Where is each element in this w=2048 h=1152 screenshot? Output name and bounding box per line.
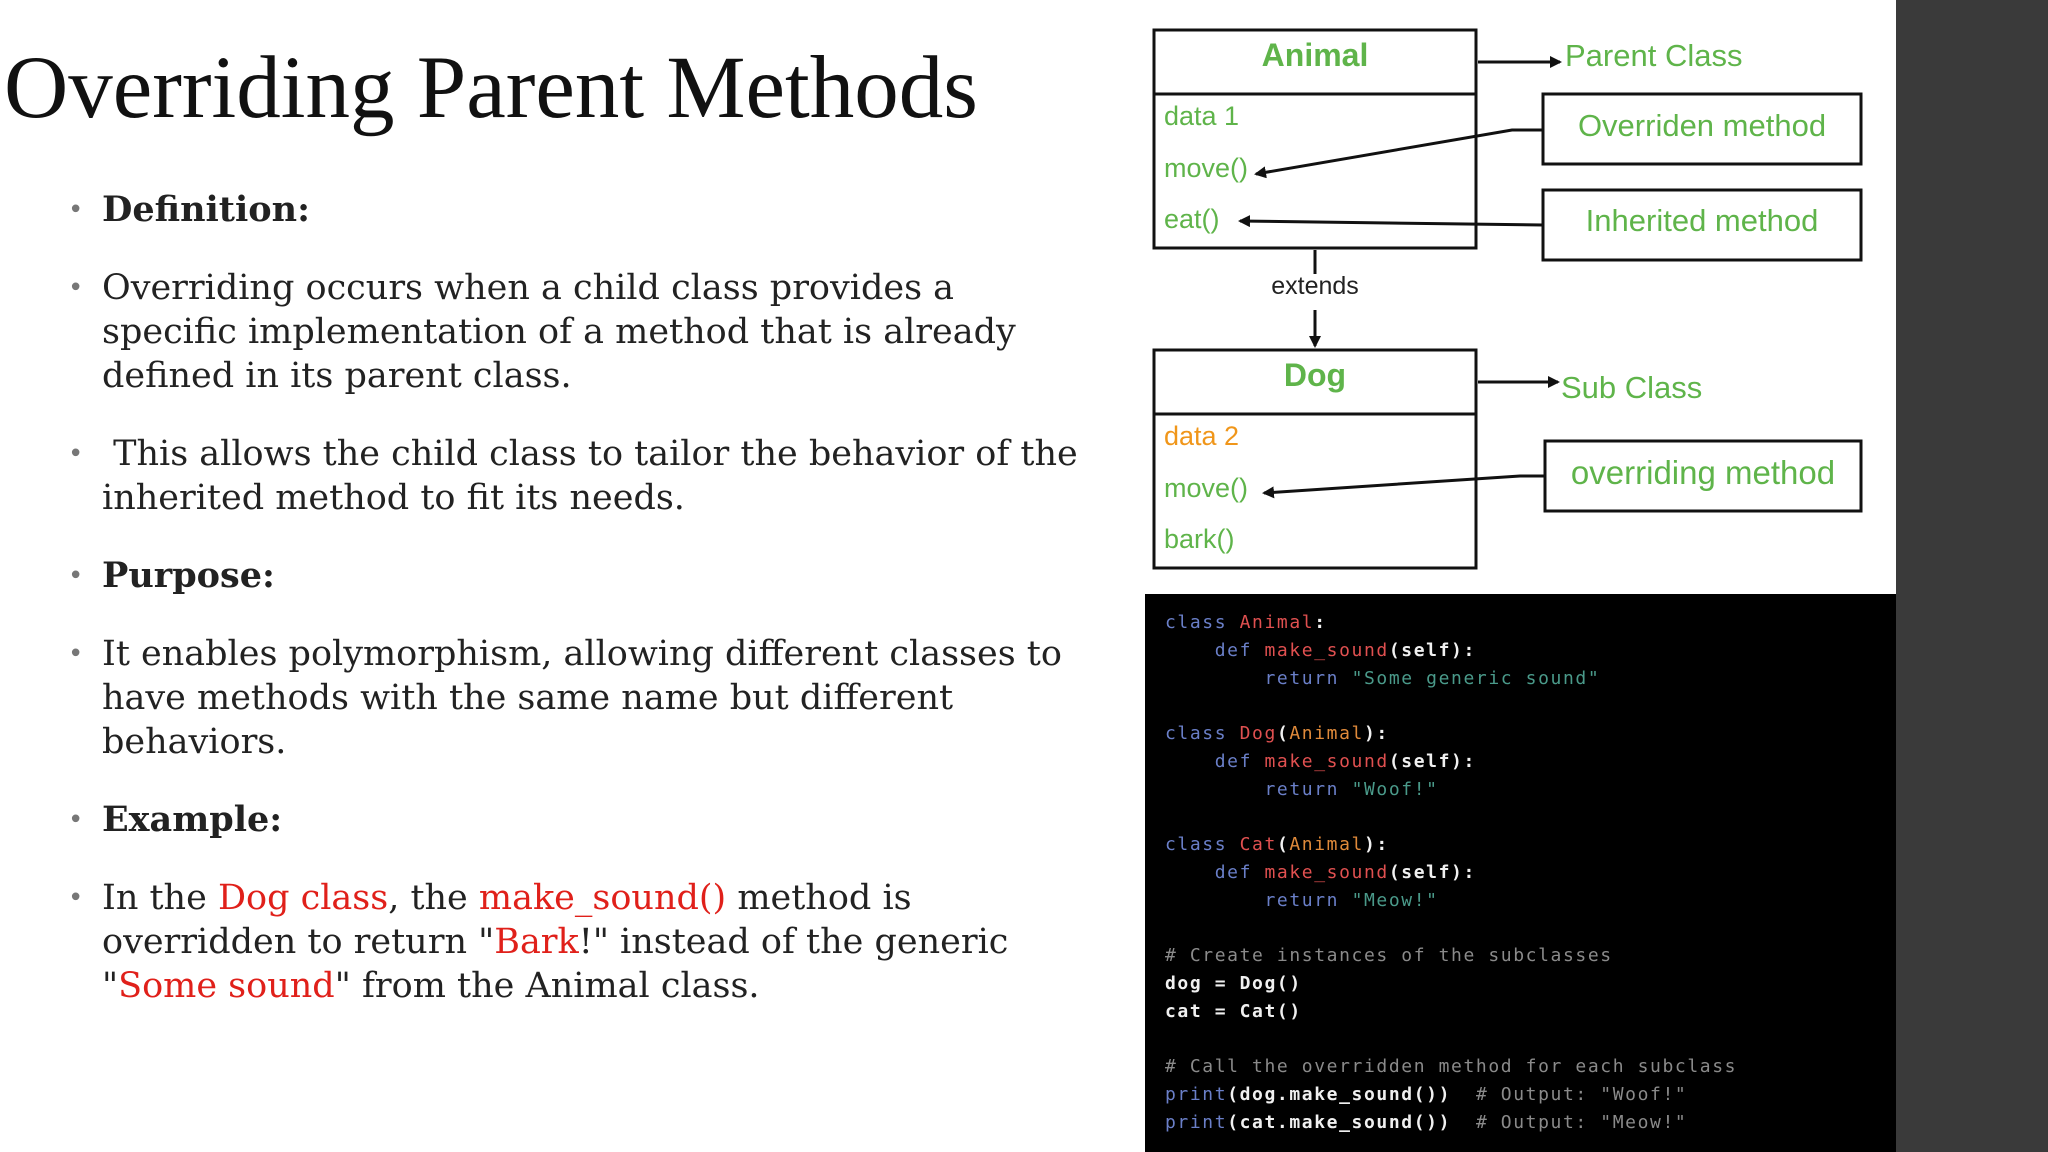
example-dog-class: Dog class <box>217 878 389 918</box>
bullet-dot-icon: • <box>68 439 84 469</box>
dog-member: move() <box>1164 473 1249 503</box>
example-part1: In the <box>102 878 218 918</box>
enables-text: It enables polymorphism, allowing different classes to have methods with the same name but different behaviors. <box>102 634 1062 762</box>
code-line: class Dog(Animal): <box>1165 723 1389 744</box>
code-line: class Animal: <box>1165 612 1327 633</box>
overriding-method-label: overriding method <box>1570 454 1836 491</box>
example-some-sound: Some sound <box>118 966 335 1006</box>
example-part4: !" instead of the generic " <box>102 922 1020 1006</box>
code-line: def make_sound(self): <box>1214 751 1476 772</box>
bullet-dot-icon: • <box>68 195 84 225</box>
bullet-dot-icon: • <box>68 639 84 669</box>
code-line: # Call the overridden method for each subclass <box>1165 1056 1738 1077</box>
uml-diagram <box>1140 20 1880 580</box>
code-line: return "Some generic sound" <box>1264 668 1601 689</box>
bullet-example-text <box>66 876 1096 1008</box>
code-line: print(dog.make_sound()) # Output: "Woof!" <box>1165 1084 1688 1105</box>
bullet-allows <box>66 432 1096 520</box>
definition-heading: Definition: <box>102 189 310 230</box>
example-part5: " from the Animal class. <box>334 966 760 1006</box>
overriding-text: Overriding occurs when a child class provides a specific implementation of a method that is already defined in its parent class. <box>102 268 1016 396</box>
sub-class-label: Sub Class <box>1561 370 1703 405</box>
example-part2: , the <box>388 878 479 918</box>
bullet-definition <box>66 188 1096 232</box>
bullet-dot-icon: • <box>68 561 84 591</box>
right-side-band <box>1896 0 2048 1152</box>
code-line: # Create instances of the subclasses <box>1165 945 1613 966</box>
extends-label: extends <box>1271 272 1359 300</box>
code-line: def make_sound(self): <box>1214 862 1476 883</box>
code-line: dog = Dog() <box>1165 973 1302 994</box>
animal-member: move() <box>1164 153 1249 183</box>
purpose-heading: Purpose: <box>102 555 275 596</box>
example-heading: Example: <box>102 799 283 840</box>
code-line: return "Woof!" <box>1264 779 1439 800</box>
example-bark: Bark <box>494 922 579 962</box>
overriden-method-label: Overriden method <box>1577 108 1827 143</box>
page-title: Overriding Parent Methods <box>4 39 978 137</box>
overriding-method-arrow <box>1264 476 1545 493</box>
bullet-purpose <box>66 554 1096 598</box>
bullet-dot-icon: • <box>68 883 84 913</box>
inherited-method-arrow <box>1240 221 1543 225</box>
code-line: return "Meow!" <box>1264 890 1439 911</box>
bullet-dot-icon: • <box>68 805 84 835</box>
dog-class-name: Dog <box>1283 357 1347 393</box>
bullet-example <box>66 798 1096 842</box>
animal-member: data 1 <box>1164 101 1240 131</box>
animal-class-name: Animal <box>1261 37 1369 73</box>
dog-member: data 2 <box>1164 421 1240 451</box>
uml-diagram-lines <box>1140 20 1880 580</box>
code-line: cat = Cat() <box>1165 1001 1302 1022</box>
parent-class-label: Parent Class <box>1565 38 1743 73</box>
overriden-method-arrow <box>1256 130 1543 174</box>
inherited-method-label: Inherited method <box>1585 203 1819 238</box>
bullet-enables <box>66 632 1096 764</box>
code-line: class Cat(Animal): <box>1165 834 1389 855</box>
dog-member: bark() <box>1164 524 1235 554</box>
bullet-list <box>66 188 1096 1008</box>
code-line: print(cat.make_sound()) # Output: "Meow!" <box>1165 1112 1688 1133</box>
example-part3: method is overridden to return " <box>102 878 923 962</box>
code-line: def make_sound(self): <box>1214 640 1476 661</box>
bullet-overriding <box>66 266 1096 398</box>
animal-member: eat() <box>1164 204 1220 234</box>
code-block <box>1145 594 1896 1152</box>
allows-text: This allows the child class to tailor the behavior of the inherited method to fit its needs. <box>102 434 1089 518</box>
bullet-dot-icon: • <box>68 273 84 303</box>
example-make-sound: make_sound() <box>478 878 727 918</box>
